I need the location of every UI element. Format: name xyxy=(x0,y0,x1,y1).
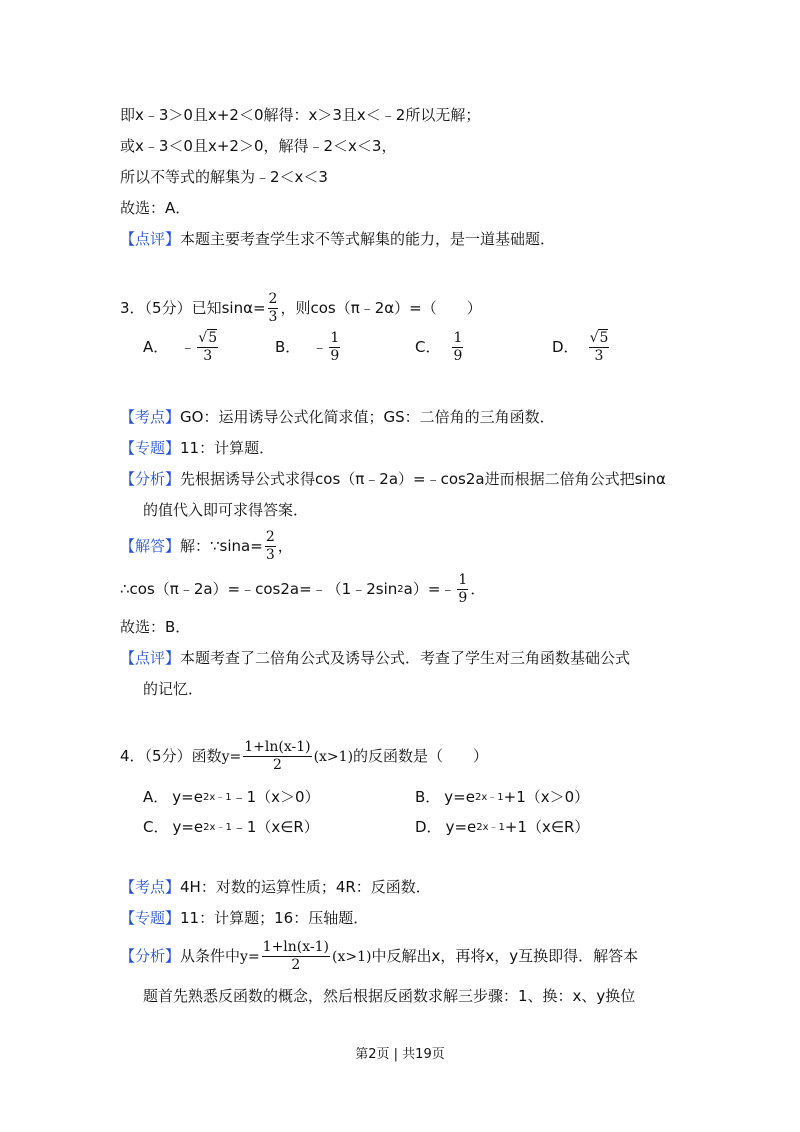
numerator xyxy=(589,331,610,348)
jieda-line xyxy=(120,530,293,563)
denominator: 9 xyxy=(458,590,468,606)
condition: (x>1) xyxy=(332,948,372,965)
option-label: A． xyxy=(143,788,169,806)
option-b xyxy=(415,790,589,805)
sign: ﹣ xyxy=(312,338,328,356)
expr: y=e xyxy=(172,788,203,806)
numerator xyxy=(197,331,218,348)
fraction xyxy=(265,530,276,563)
fenxi-tag: 【分析】 xyxy=(120,947,181,965)
option-label: B． xyxy=(415,788,441,806)
text-line xyxy=(120,201,190,216)
jieda-text: 解：∵sina= xyxy=(180,537,263,555)
text: 故选：A． xyxy=(120,199,191,217)
fraction xyxy=(589,331,610,364)
fenxi-line xyxy=(120,472,666,487)
fraction xyxy=(262,940,330,973)
option-c xyxy=(143,820,319,835)
stem-text: ，则cos（π﹣2α）=（ ） xyxy=(280,299,482,317)
numerator: 1 xyxy=(330,330,340,346)
calc-text: ∴cos（π﹣2a）=﹣cos2a=﹣（1﹣2sin xyxy=(120,580,398,598)
fenxi-text: 题首先熟悉反函数的概念，然后根据反函数求解三步骤：1、换：x、y换位 xyxy=(143,987,636,1005)
dianping-line xyxy=(120,651,630,666)
y-equals: y= xyxy=(221,748,242,765)
zhuanti-tag: 【专题】 xyxy=(120,439,181,457)
comment-text: 本题主要考查学生求不等式解集的能力，是一道基础题． xyxy=(180,230,556,248)
sqrt-symbol: √ xyxy=(198,330,208,346)
denominator: 2 xyxy=(291,957,301,973)
numerator: 2 xyxy=(268,291,278,307)
numerator: 1+ln(x-1) xyxy=(262,939,330,955)
exponent: 2x﹣1 xyxy=(476,821,505,833)
numerator: 2 xyxy=(265,529,275,545)
text: 即x﹣3＞0且x+2＜0解得：x＞3且x＜﹣2所以无解； xyxy=(120,106,481,124)
fenxi-line xyxy=(120,940,638,973)
comment-tag: 【点评】 xyxy=(120,230,181,248)
kaodian-tag: 【考点】 xyxy=(120,878,181,896)
sqrt-symbol: √ xyxy=(589,330,599,346)
text-line xyxy=(120,139,396,154)
radicand: 5 xyxy=(599,330,609,346)
fraction xyxy=(197,331,218,364)
fenxi-tag: 【分析】 xyxy=(120,470,181,488)
dianping-line-2 xyxy=(143,682,203,697)
option-d xyxy=(552,331,611,364)
stem-text: 3．（5分）已知sinα= xyxy=(120,299,266,317)
calc-text: a）=﹣ xyxy=(403,580,456,598)
fraction xyxy=(243,740,311,773)
zhuanti-tag: 【专题】 xyxy=(120,909,181,927)
denominator: 9 xyxy=(453,348,463,364)
fenxi-text: 从条件中 xyxy=(180,947,241,965)
fenxi-text: 中反解出x，再将x，y互换即得．解答本 xyxy=(371,947,639,965)
expr: y=e xyxy=(444,788,475,806)
zhuanti-text: 11：计算题． xyxy=(180,439,275,457)
zhuanti-text: 11：计算题；16：压轴题． xyxy=(180,909,369,927)
option-label: D． xyxy=(552,338,579,356)
zhuanti-line xyxy=(120,911,368,926)
fenxi-line-2 xyxy=(143,989,635,1004)
exponent: 2x﹣1 xyxy=(203,821,232,833)
option-c xyxy=(415,331,465,364)
expr: ﹣1（x＞0） xyxy=(231,788,320,806)
option-label: C． xyxy=(415,338,441,356)
denominator: 3 xyxy=(268,309,278,325)
stem-text: 的反函数是（ ） xyxy=(353,747,489,765)
calc-text: ． xyxy=(470,580,486,598)
fraction xyxy=(452,331,463,364)
expr: +1（x∈R） xyxy=(504,818,590,836)
expr: +1（x＞0） xyxy=(503,788,590,806)
kaodian-text: 4H：对数的运算性质；4R：反函数． xyxy=(180,878,431,896)
expr: ﹣1（x∈R） xyxy=(231,818,319,836)
radicand: 5 xyxy=(208,330,218,346)
condition: (x>1) xyxy=(313,748,354,765)
exponent: 2x﹣1 xyxy=(202,791,232,803)
superscript: 2 xyxy=(397,583,404,595)
question-4-stem xyxy=(120,740,488,773)
comment-line xyxy=(120,232,555,247)
denominator: 2 xyxy=(272,757,282,773)
kaodian-text: GO：运用诱导公式化简求值；GS：二倍角的三角函数． xyxy=(180,408,555,426)
kaodian-line xyxy=(120,880,431,895)
option-b xyxy=(275,331,342,364)
dianping-text: 本题考查了二倍角公式及诱导公式．考查了学生对三角函数基础公式 xyxy=(180,649,631,667)
fraction xyxy=(457,573,468,606)
option-a xyxy=(143,331,220,364)
sign: ﹣ xyxy=(180,338,196,356)
denominator: 9 xyxy=(330,348,340,364)
answer-line xyxy=(120,620,190,635)
numerator: 1+ln(x-1) xyxy=(244,739,311,755)
option-d xyxy=(415,820,589,835)
denominator: 3 xyxy=(594,348,604,364)
question-3-stem xyxy=(120,292,482,325)
denominator: 3 xyxy=(265,547,275,563)
fraction xyxy=(268,292,279,325)
fenxi-text: 先根据诱导公式求得cos（π﹣2a）=﹣cos2a进而根据二倍角公式把sinα xyxy=(180,470,666,488)
dianping-tag: 【点评】 xyxy=(120,649,181,667)
y-equals: y= xyxy=(240,948,260,965)
calc-line xyxy=(120,573,485,606)
fenxi-text: 的值代入即可求得答案． xyxy=(143,501,309,519)
text: 所以不等式的解集为﹣2＜x＜3 xyxy=(120,168,328,186)
numerator: 1 xyxy=(458,572,468,588)
numerator: 1 xyxy=(453,330,463,346)
text-line xyxy=(120,108,480,123)
expr: y=e xyxy=(172,818,204,836)
option-a xyxy=(143,790,320,805)
option-label: C． xyxy=(143,818,169,836)
zhuanti-line xyxy=(120,441,274,456)
jieda-text: ， xyxy=(277,537,293,555)
dianping-text: 的记忆． xyxy=(143,680,204,698)
option-label: B． xyxy=(275,338,301,356)
fraction xyxy=(329,331,340,364)
expr: y=e xyxy=(445,818,477,836)
stem-text: 4．（5分）函数 xyxy=(120,747,222,765)
denominator: 3 xyxy=(203,348,213,364)
kaodian-tag: 【考点】 xyxy=(120,408,181,426)
text: 或x﹣3＜0且x+2＞0，解得﹣2＜x＜3， xyxy=(120,137,397,155)
option-label: A． xyxy=(143,338,169,356)
answer-text: 故选：B． xyxy=(120,618,191,636)
page-footer: 第2页 | 共19页 xyxy=(355,1047,445,1062)
text-line xyxy=(120,170,328,185)
jieda-tag: 【解答】 xyxy=(120,537,181,555)
exponent: 2x﹣1 xyxy=(474,791,504,803)
fenxi-line-2 xyxy=(143,503,308,518)
option-label: D． xyxy=(415,818,442,836)
kaodian-line xyxy=(120,410,555,425)
